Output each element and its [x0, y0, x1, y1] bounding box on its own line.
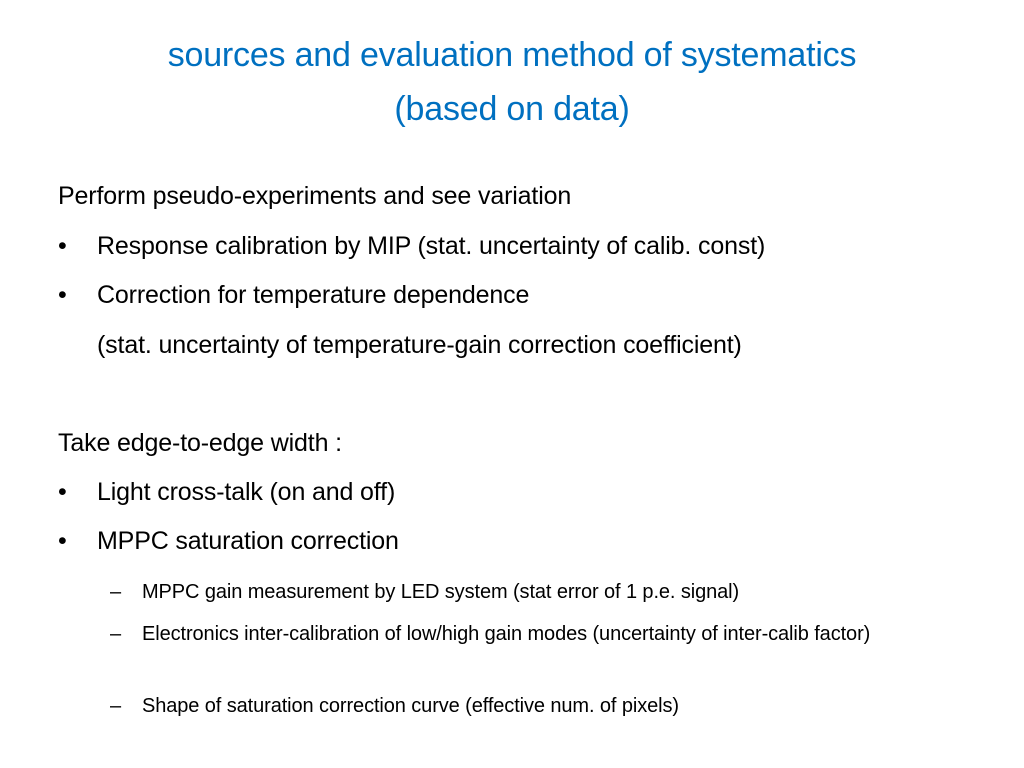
bullet-icon: •: [58, 232, 67, 260]
bullet-item-text: Correction for temperature dependence: [97, 281, 530, 309]
slide-title-line-2: (based on data): [394, 90, 630, 128]
sub-bullet-item-text: Electronics inter-calibration of low/high gain modes (uncertainty of inter-calib factor): [142, 623, 871, 645]
bullet-continuation-text: (stat. uncertainty of temperature-gain correction coefficient): [97, 331, 742, 359]
section-2-heading: Take edge-to-edge width :: [58, 429, 342, 457]
bullet-icon: •: [58, 527, 67, 555]
slide-title: [40, 28, 984, 136]
sub-bullet-item-text: Shape of saturation correction curve (effective num. of pixels): [142, 695, 679, 717]
dash-icon: –: [110, 695, 122, 717]
bullet-item-text: Response calibration by MIP (stat. uncertainty of calib. const): [97, 232, 766, 260]
bullet-icon: •: [58, 478, 67, 506]
bullet-icon: •: [58, 281, 67, 309]
bullet-item-text: Light cross-talk (on and off): [97, 478, 396, 506]
section-1-heading: Perform pseudo-experiments and see variation: [58, 182, 572, 210]
dash-icon: –: [110, 581, 122, 603]
bullet-item-text: MPPC saturation correction: [97, 527, 399, 555]
dash-icon: –: [110, 623, 122, 645]
slide-title-line-1: sources and evaluation method of systematics: [167, 36, 857, 74]
sub-bullet-item-text: MPPC gain measurement by LED system (stat error of 1 p.e. signal): [142, 581, 740, 603]
